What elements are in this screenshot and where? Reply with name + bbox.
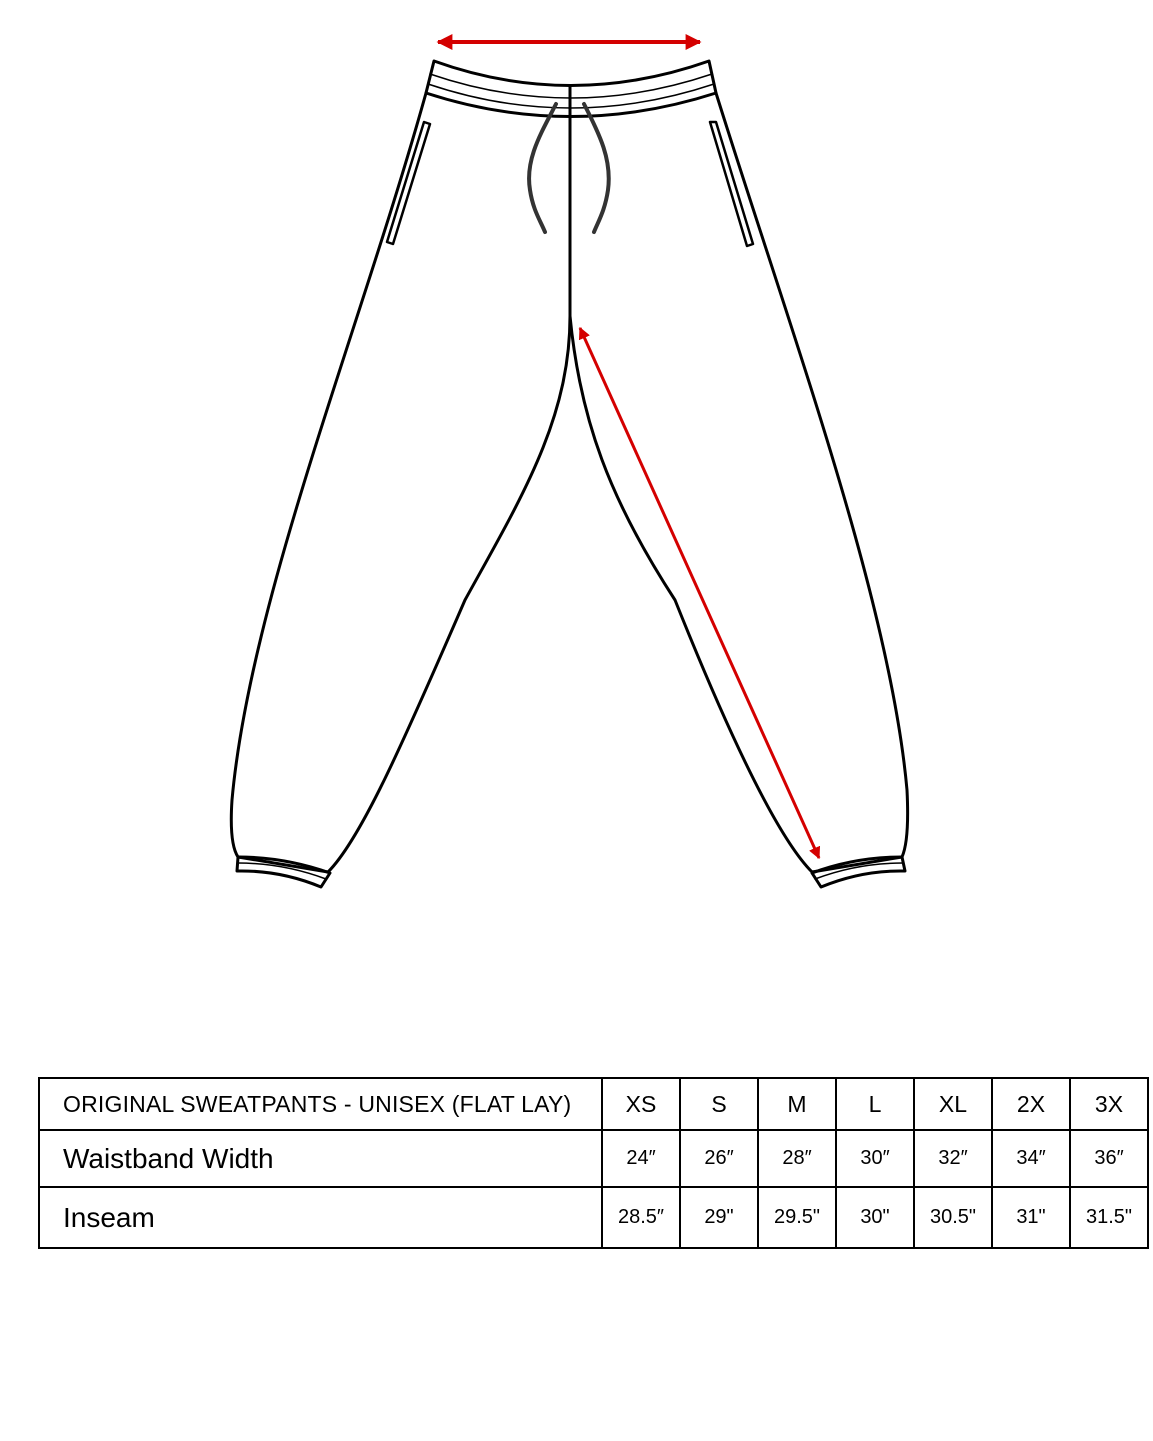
left-pocket [387, 122, 430, 244]
size-header-xl: XL [914, 1078, 992, 1130]
value-cell: 31" [992, 1187, 1070, 1248]
value-cell: 28″ [758, 1130, 836, 1187]
left-cuff [237, 857, 330, 887]
value-cell: 24″ [602, 1130, 680, 1187]
value-cell: 26″ [680, 1130, 758, 1187]
table-row-waistband-width [39, 1130, 1148, 1187]
value-cell: 32″ [914, 1130, 992, 1187]
value-cell: 28.5″ [602, 1187, 680, 1248]
value-cell: 30.5" [914, 1187, 992, 1248]
inseam-arrow [580, 328, 819, 858]
row-label: Inseam [63, 1201, 155, 1233]
value-cell: 29" [680, 1187, 758, 1248]
value-cell: 36″ [1070, 1130, 1148, 1187]
right-leg [570, 93, 908, 872]
pants-outline [231, 61, 907, 887]
right-cuff [812, 857, 905, 887]
table-title: ORIGINAL SWEATPANTS - UNISEX (FLAT LAY) [63, 1090, 572, 1117]
row-label-cell [39, 1130, 602, 1187]
value-cell: 30″ [836, 1130, 914, 1187]
row-label-cell [39, 1187, 602, 1248]
left-leg [231, 93, 570, 872]
value-cell: 31.5" [1070, 1187, 1148, 1248]
size-header-2x: 2X [992, 1078, 1070, 1130]
size-header-xs: XS [602, 1078, 680, 1130]
size-header-l: L [836, 1078, 914, 1130]
table-header-row [39, 1078, 1148, 1130]
value-cell: 29.5" [758, 1187, 836, 1248]
table-title-cell [39, 1078, 602, 1130]
value-cell: 34″ [992, 1130, 1070, 1187]
row-label: Waistband Width [63, 1142, 274, 1174]
size-header-s: S [680, 1078, 758, 1130]
size-chart-table [38, 1077, 1149, 1249]
value-cell: 30" [836, 1187, 914, 1248]
size-header-m: M [758, 1078, 836, 1130]
size-header-3x: 3X [1070, 1078, 1148, 1130]
table-row-inseam [39, 1187, 1148, 1248]
